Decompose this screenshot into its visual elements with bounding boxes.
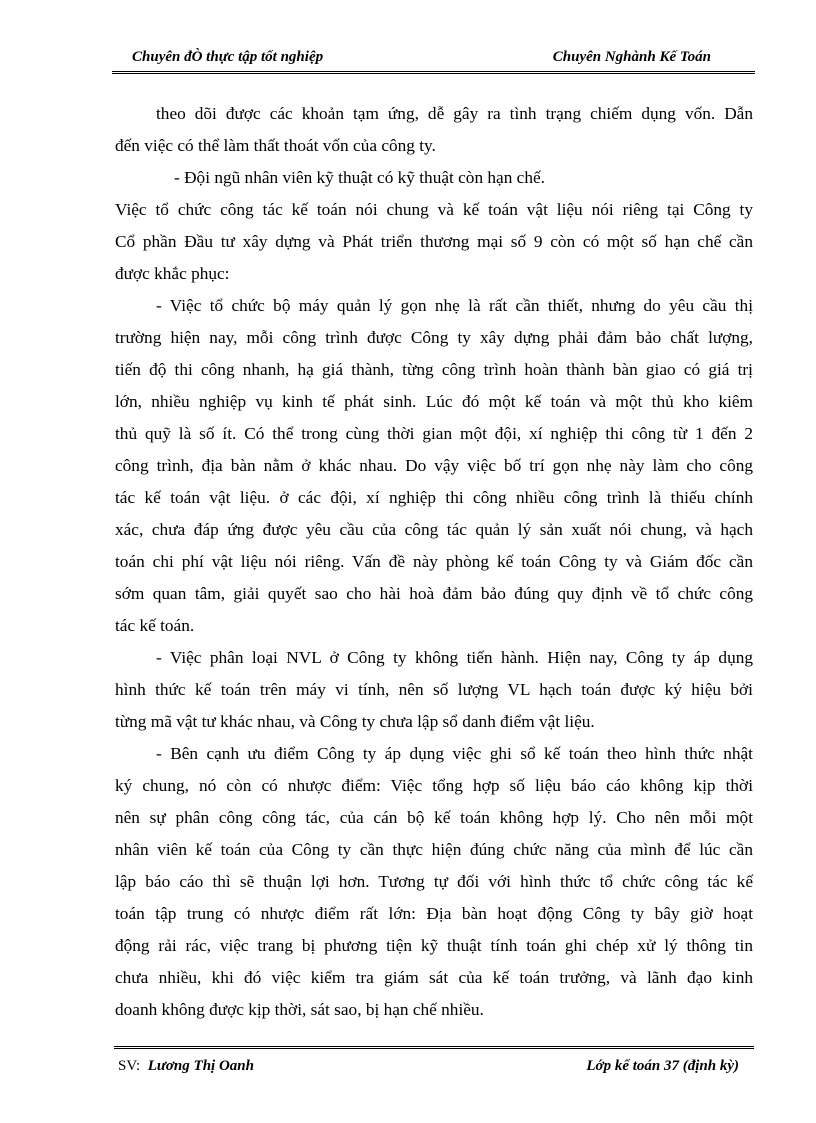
text-line: động rải rác, việc trang bị phương tiện kỹ thuật tính toán ghi chép xử lý thông tin [115, 936, 753, 955]
text-line: chưa nhiều, khi đó việc kiểm tra giám sát của kế toán trưởng, và lãnh đạo kinh [115, 968, 753, 987]
text-line: từng mã vật tư khác nhau, và Công ty chưa lập sổ danh điểm vật liệu. [115, 712, 595, 731]
text-line: lớn, nhiều nghiệp vụ kinh tế phát sinh. Lúc đó một kế toán và một thủ kho kiêm [115, 392, 753, 411]
text-line: công trình, địa bàn nằm ở khác nhau. Do vậy việc bố trí gọn nhẹ này làm cho công [115, 456, 753, 475]
text-line: toán chi phí vật liệu nói riêng. Vấn đề này phòng kế toán Công ty và Giám đốc cần [115, 552, 753, 571]
footer-rule [114, 1046, 754, 1051]
text-line: đến việc có thể làm thất thoát vốn của công ty. [115, 136, 436, 155]
footer-sv-label: SV: [118, 1058, 141, 1074]
text-line: lập báo cáo thì sẽ thuận lợi hơn. Tương tự đối với hình thức tổ chức công tác kế [115, 872, 753, 891]
text-line: thủ quỹ là số ít. Có thể trong cùng thời gian một đội, xí nghiệp thi công từ 1 đến 2 [115, 424, 753, 443]
text-line: xác, chưa đáp ứng được yêu cầu của công tác quản lý sản xuất nói chung, và hạch [115, 520, 753, 539]
header-title-left: Chuyên đÒ thực tập tốt nghiệp [132, 49, 324, 65]
text-line: Việc tổ chức công tác kế toán nói chung và kế toán vật liệu nói riêng tại Công ty [115, 200, 753, 219]
text-line: sớm quan tâm, giải quyết sao cho hài hoà đảm bảo đúng quy định về tổ chức công [115, 584, 753, 603]
text-line: - Việc tổ chức bộ máy quản lý gọn nhẹ là rất cần thiết, nhưng do yêu cầu thị [156, 296, 753, 315]
header-rule [112, 69, 755, 74]
footer-student [118, 1058, 254, 1075]
text-line: ký chung, nó còn có nhược điểm: Việc tổng hợp số liệu báo cáo không kịp thời [115, 776, 753, 795]
header-title-right: Chuyên Nghành Kế Toán [552, 49, 711, 65]
page-footer [114, 1046, 754, 1080]
text-line: - Bên cạnh ưu điểm Công ty áp dụng việc ghi sổ kế toán theo hình thức nhật [156, 744, 753, 763]
text-line: tiến độ thi công nhanh, hạ giá thành, từng công trình hoàn thành bàn giao có giá trị [115, 360, 753, 379]
text-line: Cổ phần Đầu tư xây dựng và Phát triển thương mại số 9 còn có một số hạn chế cần [115, 232, 753, 251]
text-line: tác kế toán vật liệu. ở các đội, xí nghiệp thi công nhiều công trình là thiếu chính [115, 488, 753, 507]
footer-class: Lớp kế toán 37 (định kỳ) [586, 1058, 739, 1074]
text-line: được khắc phục: [115, 264, 230, 283]
text-line: trường hiện nay, mỗi công trình được Công ty xây dựng phải đảm bảo chất lượng, [115, 328, 753, 347]
footer-student-name: Lương Thị Oanh [147, 1058, 254, 1074]
page-header [112, 44, 755, 70]
text-line: nhân viên kế toán của Công ty cần thực hiện đúng chức năng của mình để lúc cần [115, 840, 753, 859]
text-line: toán tập trung có nhược điểm rất lớn: Địa bàn hoạt động Công ty bây giờ hoạt [115, 904, 753, 923]
text-line: nên sự phân công công tác, của cán bộ kế toán không hợp lý. Cho nên mỗi một [115, 808, 753, 827]
text-line: - Việc phân loại NVL ở Công ty không tiến hành. Hiện nay, Công ty áp dụng [156, 648, 753, 667]
text-line: tác kế toán. [115, 616, 195, 635]
text-line: hình thức kế toán trên máy vi tính, nên số lượng VL hạch toán được ký hiệu bởi [115, 680, 753, 699]
text-line: doanh không được kịp thời, sát sao, bị hạn chế nhiều. [115, 1000, 484, 1019]
text-line: - Đội ngũ nhân viên kỹ thuật có kỹ thuật còn hạn chế. [174, 168, 545, 187]
text-line: theo dõi được các khoản tạm ứng, dễ gây ra tình trạng chiếm dụng vốn. Dẫn [156, 104, 753, 123]
